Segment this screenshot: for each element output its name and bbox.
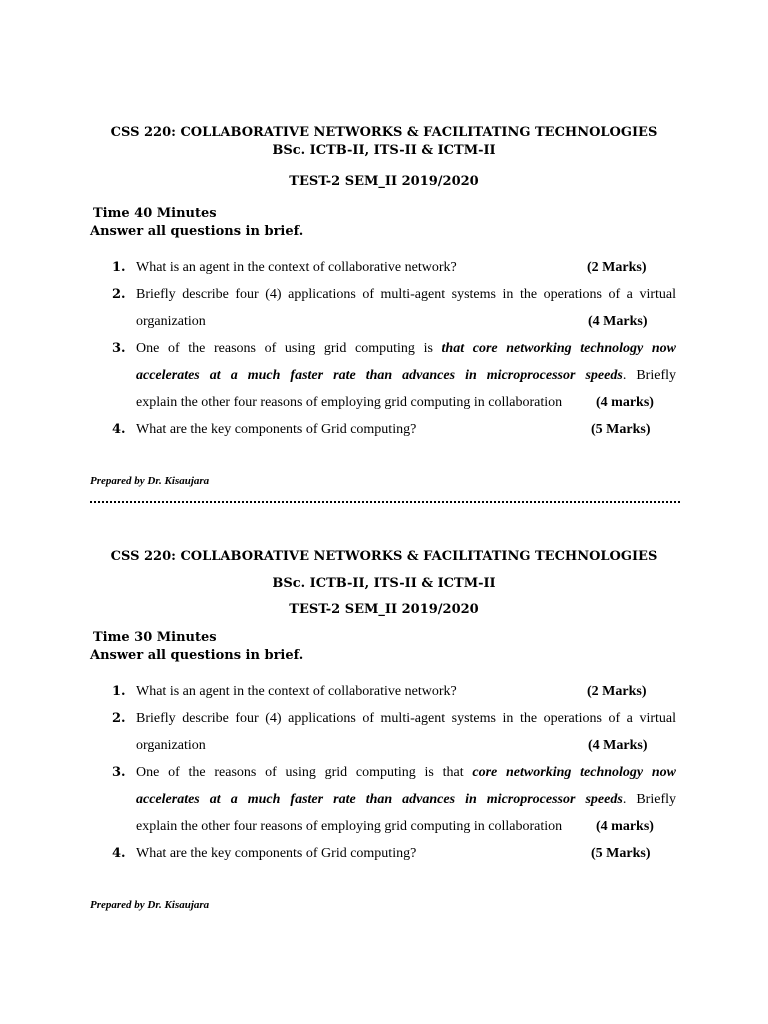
question-number: 4. <box>112 422 126 437</box>
question-3-text-start: One of the reasons of using grid computing is that <box>136 765 473 780</box>
question-number: 2. <box>112 287 126 302</box>
question-3-marks: (4 marks) <box>596 395 654 410</box>
question-number: 3. <box>112 341 126 356</box>
question-3-text-start: One of the reasons of using grid computing is <box>136 341 442 356</box>
test-title: TEST-2 SEM_II 2019/2020 <box>289 174 479 189</box>
prepared-by: Prepared by Dr. Kisaujara <box>90 899 210 911</box>
question-number: 1. <box>112 684 126 699</box>
question-3-emphasis: core networking technology now <box>472 765 676 780</box>
question-1-marks: (2 Marks) <box>587 260 647 275</box>
prepared-by: Prepared by Dr. Kisaujara <box>90 475 210 487</box>
dotted-separator <box>90 499 680 503</box>
question-3-marks: (4 marks) <box>596 819 654 834</box>
question-3-line-1 <box>136 764 676 782</box>
question-4-marks: (5 Marks) <box>591 422 651 437</box>
question-4-text: What are the key components of Grid computing? <box>136 846 417 861</box>
question-number: 3. <box>112 765 126 780</box>
question-4-text: What are the key components of Grid computing? <box>136 422 417 437</box>
question-3-text-cont: . Briefly <box>622 368 676 383</box>
programme-line: BSc. ICTB-II, ITS-II & ICTM-II <box>272 143 496 158</box>
instruction: Answer all questions in brief. <box>90 224 304 239</box>
question-1-text: What is an agent in the context of collaborative network? <box>136 684 457 699</box>
question-1-text: What is an agent in the context of collaborative network? <box>136 260 457 275</box>
question-3-emphasis: that core networking technology now <box>441 341 676 356</box>
question-2-marks: (4 Marks) <box>588 314 648 329</box>
question-2-marks: (4 Marks) <box>588 738 648 753</box>
question-number: 4. <box>112 846 126 861</box>
question-2-line-1: Briefly describe four (4) applications of multi-agent systems in the operations of a virtual <box>136 711 676 726</box>
question-number: 1. <box>112 260 126 275</box>
question-3-emphasis-cont: accelerates at a much faster rate than advances in microprocessor speeds <box>136 368 623 383</box>
question-3-text-cont: . Briefly <box>622 792 676 807</box>
question-2-line-2: organization <box>136 738 206 753</box>
question-3-line-3: explain the other four reasons of employing grid computing in collaboration <box>136 819 563 834</box>
test-title: TEST-2 SEM_II 2019/2020 <box>289 602 479 617</box>
programme-line: BSc. ICTB-II, ITS-II & ICTM-II <box>272 576 496 591</box>
question-4-marks: (5 Marks) <box>591 846 651 861</box>
question-3-line-1 <box>136 340 676 358</box>
time-allowed: Time 30 Minutes <box>93 630 217 645</box>
question-1-marks: (2 Marks) <box>587 684 647 699</box>
question-3-line-3: explain the other four reasons of employing grid computing in collaboration <box>136 395 563 410</box>
course-title: CSS 220: COLLABORATIVE NETWORKS & FACILITATING TECHNOLOGIES <box>110 125 658 140</box>
question-number: 2. <box>112 711 126 726</box>
question-2-line-2: organization <box>136 314 206 329</box>
question-3-emphasis-cont: accelerates at a much faster rate than advances in microprocessor speeds <box>136 792 623 807</box>
question-3-line-2 <box>136 791 676 809</box>
question-2-line-1: Briefly describe four (4) applications of multi-agent systems in the operations of a virtual <box>136 287 676 302</box>
course-title: CSS 220: COLLABORATIVE NETWORKS & FACILITATING TECHNOLOGIES <box>110 549 658 564</box>
time-allowed: Time 40 Minutes <box>93 206 217 221</box>
instruction: Answer all questions in brief. <box>90 648 304 663</box>
question-3-line-2 <box>136 367 676 385</box>
